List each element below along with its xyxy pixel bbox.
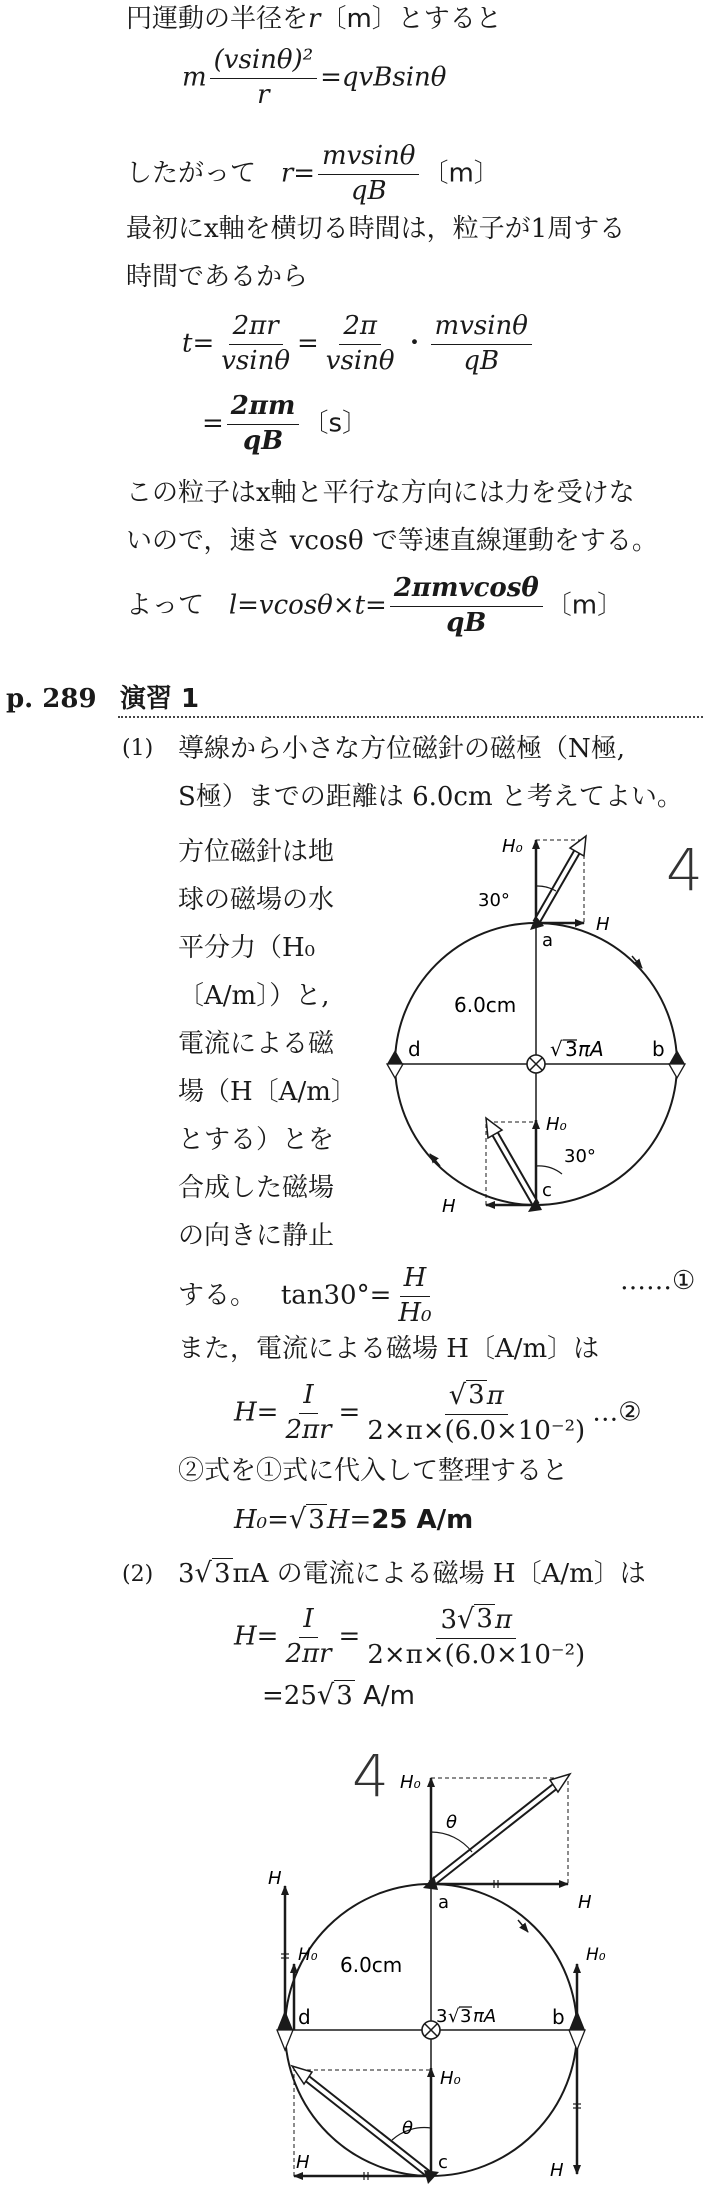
q1-wrap-line: 〔A/m〕）と, [178,981,330,1011]
deriv-line-5: 時間であるから [126,262,309,292]
label-point-a: a [438,1892,450,1913]
q1-number: (1) [122,736,154,761]
compass-needle-d-icon [387,1050,403,1064]
label-h0-bottom: H₀ [546,1114,567,1135]
label-h-left: H [268,1868,282,1889]
equation-time-result: = $\frac{2\pi m}{qB}$ 〔s〕 [202,391,368,456]
svg-text:3: 3 [460,2006,472,2027]
label-point-c: c [438,2152,448,2173]
q1-wrap-line: とする）とを [178,1125,335,1155]
svg-text:3: 3 [436,2006,448,2027]
label-angle-bottom: θ [402,2118,414,2139]
compass-diagram-1 [370,826,710,1246]
heading-divider [118,716,703,718]
label-h0-top: H₀ [502,836,523,857]
deriv-line-1: 円運動の半径をr〔m〕とすると [126,4,502,34]
label-point-a: a [542,930,554,951]
deriv-line-4: 最初にx軸を横切る時間は，粒子が1周する [126,214,626,244]
label-point-c: c [542,1180,552,1201]
equation-radius: したがって r= $\frac{mvsin\theta}{qB}$ 〔m〕 [126,141,500,206]
equation-tag-1: ……① [620,1266,696,1296]
exercise-title: 演習 1 [120,684,200,714]
label-h-top: H [578,1892,592,1913]
label-point-b: b [552,2005,565,2029]
label-h0-top: H₀ [400,1772,421,1793]
handwritten-mark: 4 [352,1742,389,1810]
q1-line-also: また，電流による磁場 H〔A/m〕は [178,1334,600,1364]
handwritten-mark: 4 [666,836,703,904]
q1-answer: H₀= √ 3 H=25 A/m [234,1504,474,1535]
q2-number: (2) [122,1562,154,1587]
equation-field-1: H= $\frac{I}{2\pi r}$ = √ 3 π 2×π×(6.0×10⁻²) …② [234,1380,642,1446]
label-h0-bottom: H₀ [440,2068,461,2089]
label-angle-top: 30° [478,890,510,911]
svg-text:πA: πA [473,2006,497,2027]
compass-diagram-2 [236,1728,636,2188]
label-h0-left: H₀ [298,1945,318,1965]
circulation-arrow-icon [518,1920,528,1932]
equation-field-2: H= $\frac{I}{2\pi r}$ = 3 √ 3 π 2×π×(6.0×10⁻²) [234,1604,586,1670]
svg-text:πA: πA [578,1037,604,1061]
q1-wrap-line: 電流による磁 [178,1029,335,1059]
q1-wrap-line: 合成した磁場 [178,1173,335,1203]
compass-needle-d-icon [277,2010,293,2030]
q2-result: =25 √ 3 A/m [262,1680,415,1711]
equation-distance: よって l=vcosθ×t= $\frac{\text{2πmvcosθ}}{qB}$ 〔m〕 [126,573,624,638]
q1-wrap-line: 方位磁針は地 [178,837,335,867]
q1-wrapped-text [178,828,357,1260]
svg-text:3: 3 [565,1037,578,1061]
deriv-line-9: いので，速さ vcosθ で等速直線運動をする。 [126,526,658,556]
label-radius: 6.0cm [340,1953,403,1977]
q1-wrap-line: 球の磁場の水 [178,885,335,915]
q1-wrap-line: 平分力（H₀ [178,933,316,963]
q1-line-1: 導線から小さな方位磁針の磁極（N極, [178,734,626,764]
equation-time: t= $\frac{2\pi r}{vsin\theta}$ = $\frac{2\pi}{vsin\theta}$ ・ $\frac{mvsin\theta}{qB}$ [182,312,535,377]
equation-centripetal: m $\frac{\text{(vsinθ)²}}{r}$ =qvBsinθ [182,45,447,110]
label-point-d: d [298,2005,311,2029]
page-reference: p. 289 [6,684,97,714]
label-point-b: b [652,1037,665,1061]
equation-tan: する。 tan30°= $\frac{H}{\text{H₀}}$ [178,1263,432,1328]
q1-line-2: S極）までの距離は 6.0cm と考えてよい。 [178,782,683,812]
label-h-right: H [550,2160,564,2181]
label-angle-top: θ [446,1812,458,1833]
compass-needle-b-icon [669,1050,685,1064]
label-angle-bottom: 30° [564,1146,596,1167]
deriv-line-8: この粒子はx軸と平行な方向には力を受けな [126,478,635,508]
label-h-top: H [596,914,610,935]
label-h-bottom: H [296,2152,310,2173]
label-current [436,2006,496,2027]
q1-wrap-line: の向きに静止 [178,1221,335,1251]
svg-text:√: √ [550,1037,563,1061]
q2-line-1: 3 √ 3 πA の電流による磁場 H〔A/m〕は [178,1558,646,1589]
label-radius: 6.0cm [454,993,517,1017]
label-point-d: d [408,1037,421,1061]
q1-line-substitute: ②式を①式に代入して整理すると [178,1456,569,1486]
q1-wrap-line: 場（H〔A/m〕 [178,1077,357,1107]
svg-text:√: √ [448,2006,460,2027]
label-current [550,1037,604,1061]
label-h-bottom: H [442,1196,456,1217]
label-h0-right: H₀ [586,1945,606,1965]
compass-needle-b-icon [569,2010,585,2030]
